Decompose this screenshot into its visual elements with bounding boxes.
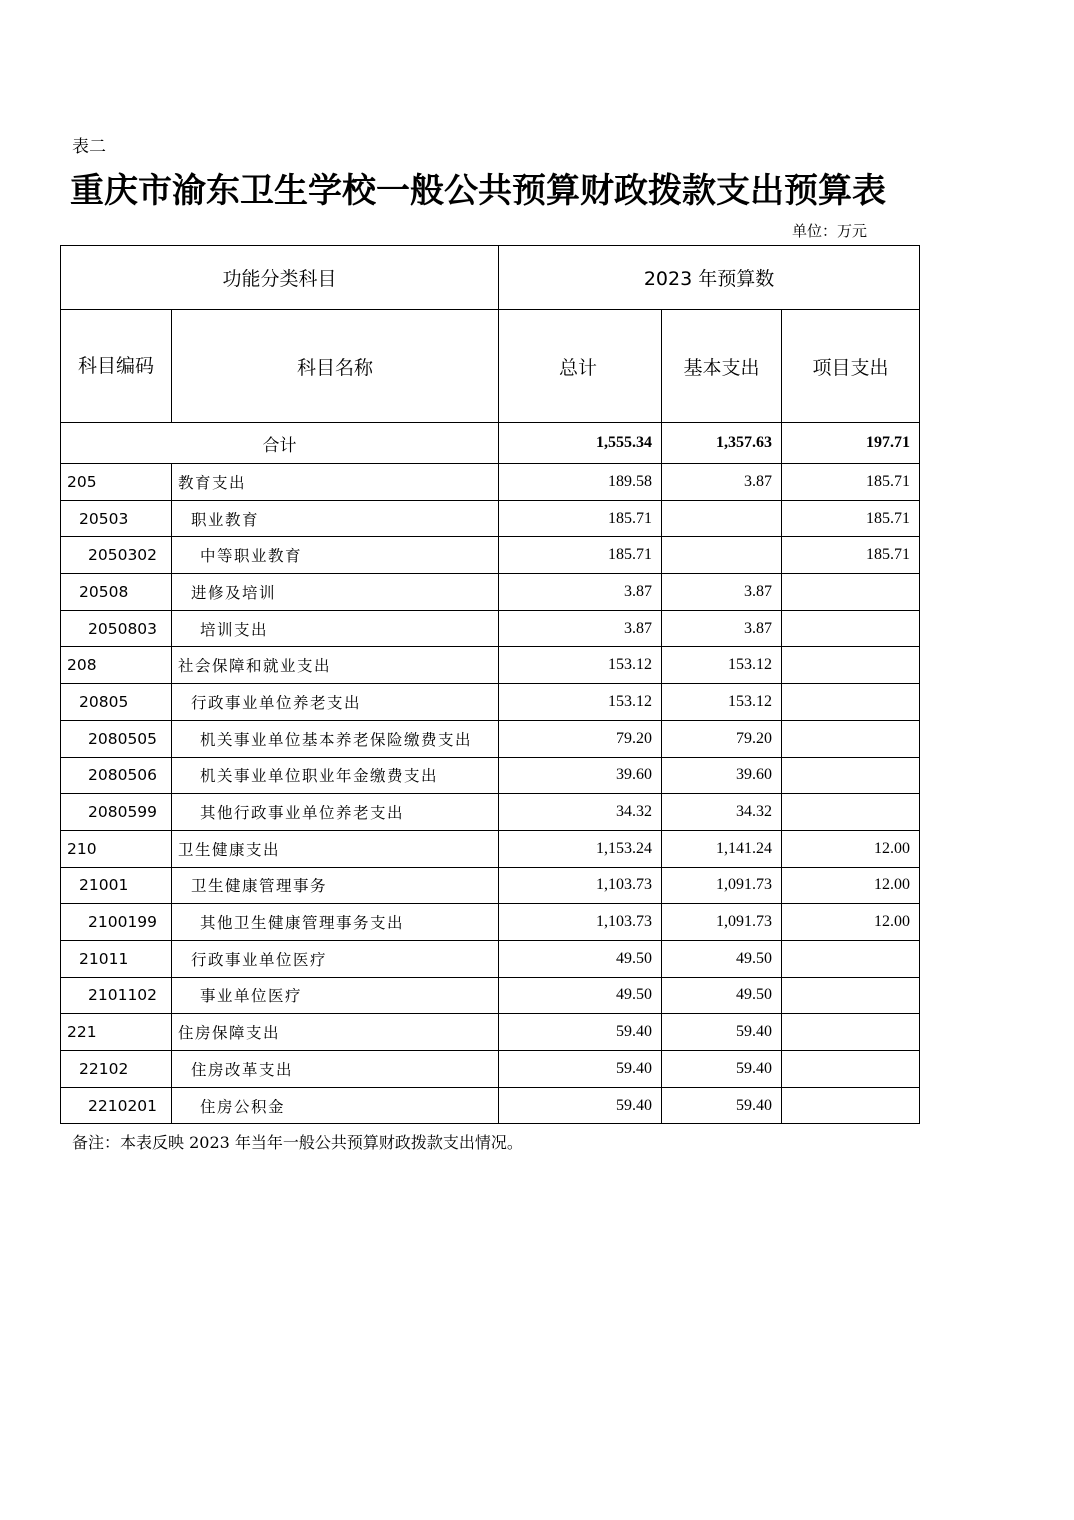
row-total: 49.50	[499, 977, 662, 1014]
row-total: 1,103.73	[499, 904, 662, 941]
row-basic: 49.50	[662, 977, 782, 1014]
row-basic	[662, 500, 782, 537]
table-row	[61, 1087, 920, 1124]
row-basic: 79.20	[662, 720, 782, 757]
table-row	[61, 464, 920, 501]
row-total: 185.71	[499, 500, 662, 537]
row-code: 21001	[61, 867, 172, 904]
row-code: 22102	[61, 1051, 172, 1088]
unit-label: 单位：万元	[792, 222, 868, 240]
row-basic: 153.12	[662, 647, 782, 684]
row-project: 12.00	[782, 867, 920, 904]
row-code: 2101102	[61, 977, 172, 1014]
header-row-top	[61, 246, 920, 310]
row-name: 行政事业单位医疗	[172, 940, 499, 977]
header-project: 项目支出	[782, 310, 920, 423]
table-row	[61, 1051, 920, 1088]
row-basic: 1,141.24	[662, 830, 782, 867]
table-row	[61, 940, 920, 977]
row-name: 住房改革支出	[172, 1051, 499, 1088]
footnote: 备注：本表反映 2023 年当年一般公共预算财政拨款支出情况。	[72, 1133, 523, 1152]
table-row	[61, 537, 920, 574]
row-code: 208	[61, 647, 172, 684]
row-project	[782, 610, 920, 647]
row-total: 153.12	[499, 684, 662, 721]
row-project	[782, 574, 920, 611]
row-basic: 59.40	[662, 1014, 782, 1051]
row-project	[782, 647, 920, 684]
row-name: 行政事业单位养老支出	[172, 684, 499, 721]
row-name: 培训支出	[172, 610, 499, 647]
row-project	[782, 1014, 920, 1051]
row-name: 社会保障和就业支出	[172, 647, 499, 684]
header-total: 总计	[499, 310, 662, 423]
row-name: 教育支出	[172, 464, 499, 501]
row-total: 153.12	[499, 647, 662, 684]
table-row	[61, 574, 920, 611]
row-total: 34.32	[499, 794, 662, 831]
row-total: 1,103.73	[499, 867, 662, 904]
header-basic: 基本支出	[662, 310, 782, 423]
summary-total: 1,555.34	[499, 423, 662, 464]
row-code: 205	[61, 464, 172, 501]
row-total: 59.40	[499, 1051, 662, 1088]
row-name: 住房保障支出	[172, 1014, 499, 1051]
table-header	[61, 246, 920, 423]
row-basic: 3.87	[662, 574, 782, 611]
row-basic: 34.32	[662, 794, 782, 831]
row-name: 机关事业单位基本养老保险缴费支出	[172, 720, 499, 757]
row-name: 卫生健康支出	[172, 830, 499, 867]
row-project: 185.71	[782, 464, 920, 501]
row-code: 20805	[61, 684, 172, 721]
row-code: 2100199	[61, 904, 172, 941]
summary-basic: 1,357.63	[662, 423, 782, 464]
row-basic: 153.12	[662, 684, 782, 721]
row-name: 住房公积金	[172, 1087, 499, 1124]
row-project	[782, 940, 920, 977]
row-basic: 59.40	[662, 1087, 782, 1124]
table-row	[61, 830, 920, 867]
row-basic: 3.87	[662, 610, 782, 647]
row-project	[782, 684, 920, 721]
row-basic: 39.60	[662, 757, 782, 794]
row-basic: 59.40	[662, 1051, 782, 1088]
row-code: 2210201	[61, 1087, 172, 1124]
row-total: 59.40	[499, 1087, 662, 1124]
row-basic: 3.87	[662, 464, 782, 501]
row-name: 机关事业单位职业年金缴费支出	[172, 757, 499, 794]
summary-row	[61, 423, 920, 464]
row-code: 210	[61, 830, 172, 867]
summary-project: 197.71	[782, 423, 920, 464]
budget-table	[60, 245, 920, 1124]
row-total: 79.20	[499, 720, 662, 757]
row-name: 进修及培训	[172, 574, 499, 611]
row-project	[782, 720, 920, 757]
row-project	[782, 1087, 920, 1124]
header-code: 科目编码	[61, 310, 172, 423]
row-total: 189.58	[499, 464, 662, 501]
row-project: 12.00	[782, 904, 920, 941]
row-name: 卫生健康管理事务	[172, 867, 499, 904]
header-row-bottom	[61, 310, 920, 423]
row-code: 21011	[61, 940, 172, 977]
summary-label: 合计	[61, 423, 499, 464]
table-row	[61, 684, 920, 721]
row-project: 185.71	[782, 537, 920, 574]
row-total: 39.60	[499, 757, 662, 794]
table-row	[61, 904, 920, 941]
row-code: 2050302	[61, 537, 172, 574]
row-project	[782, 794, 920, 831]
table-label: 表二	[72, 137, 106, 157]
row-project	[782, 757, 920, 794]
row-basic: 1,091.73	[662, 904, 782, 941]
row-project	[782, 1051, 920, 1088]
row-name: 职业教育	[172, 500, 499, 537]
row-total: 49.50	[499, 940, 662, 977]
table-row	[61, 794, 920, 831]
header-name: 科目名称	[172, 310, 499, 423]
table-row	[61, 610, 920, 647]
row-basic: 1,091.73	[662, 867, 782, 904]
row-code: 2080599	[61, 794, 172, 831]
row-project: 185.71	[782, 500, 920, 537]
row-total: 1,153.24	[499, 830, 662, 867]
header-budget-year: 2023 年预算数	[499, 246, 920, 310]
table-row	[61, 1014, 920, 1051]
row-project: 12.00	[782, 830, 920, 867]
header-category: 功能分类科目	[61, 246, 499, 310]
row-basic: 49.50	[662, 940, 782, 977]
row-code: 2080506	[61, 757, 172, 794]
table-row	[61, 647, 920, 684]
table-row	[61, 500, 920, 537]
row-total: 3.87	[499, 610, 662, 647]
row-name: 事业单位医疗	[172, 977, 499, 1014]
table-row	[61, 720, 920, 757]
row-name: 其他行政事业单位养老支出	[172, 794, 499, 831]
row-name: 其他卫生健康管理事务支出	[172, 904, 499, 941]
row-total: 185.71	[499, 537, 662, 574]
table-row	[61, 977, 920, 1014]
row-code: 2050803	[61, 610, 172, 647]
row-total: 3.87	[499, 574, 662, 611]
row-name: 中等职业教育	[172, 537, 499, 574]
row-basic	[662, 537, 782, 574]
table-row	[61, 867, 920, 904]
row-code: 20503	[61, 500, 172, 537]
row-total: 59.40	[499, 1014, 662, 1051]
row-code: 221	[61, 1014, 172, 1051]
page-title: 重庆市渝东卫生学校一般公共预算财政拨款支出预算表	[70, 171, 886, 211]
row-project	[782, 977, 920, 1014]
row-code: 2080505	[61, 720, 172, 757]
table-body	[61, 423, 920, 1124]
row-code: 20508	[61, 574, 172, 611]
table-row	[61, 757, 920, 794]
